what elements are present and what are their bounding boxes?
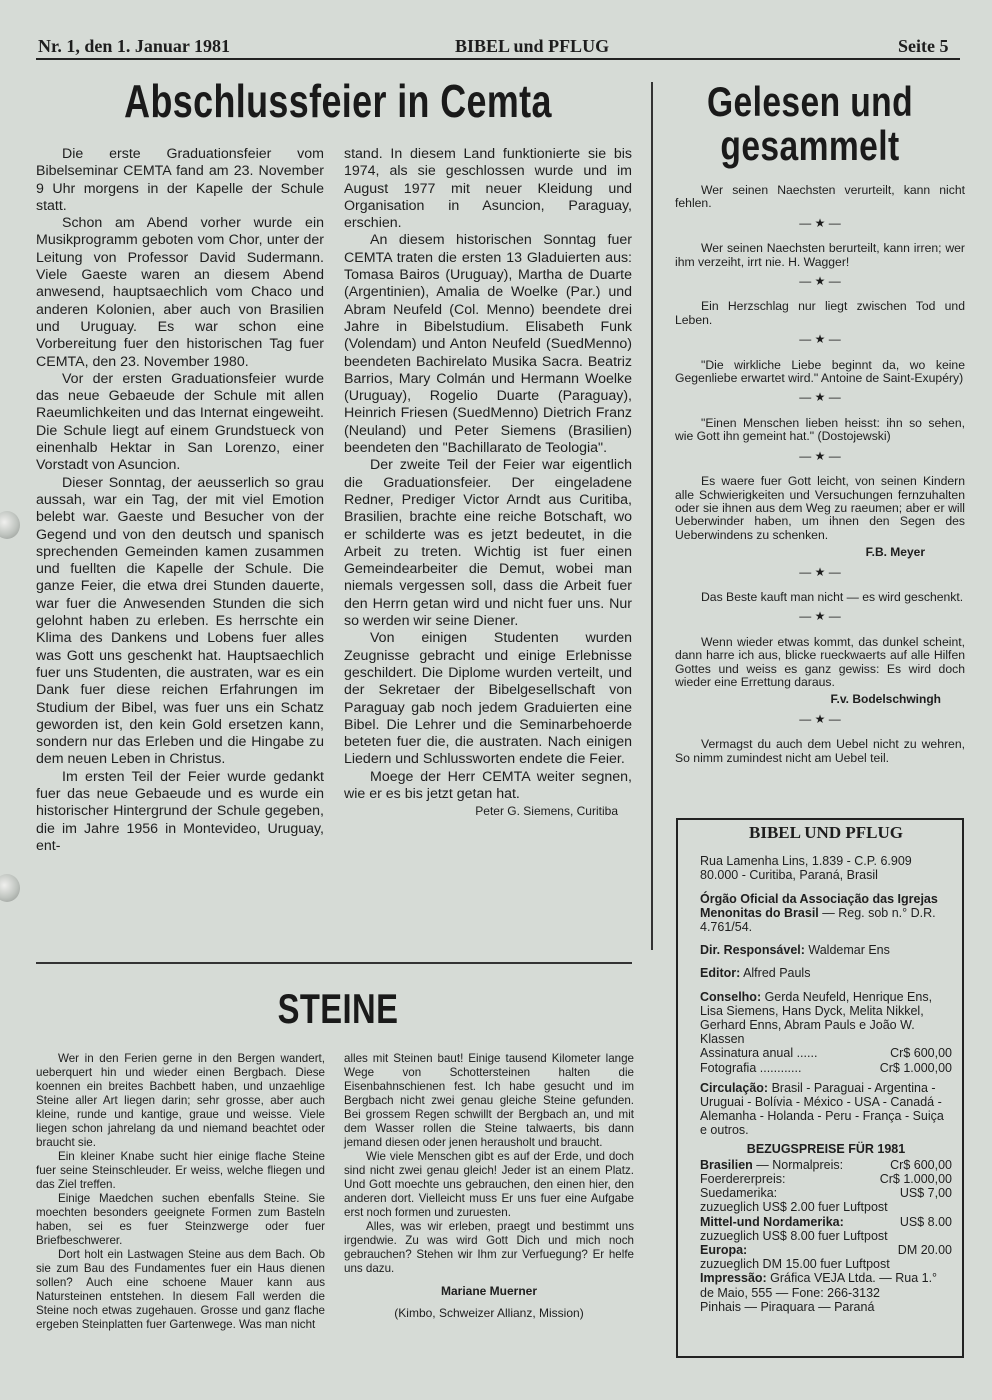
steine-source: (Kimbo, Schweizer Allianz, Mission) — [394, 1306, 584, 1320]
steine-column-2 — [344, 1052, 634, 1320]
cemta-column-1 — [36, 146, 324, 855]
price-label: Assinatura anual ...... — [700, 1046, 818, 1061]
printer-address: Gráfica VEJA Ltda. — Rua 1.° de Maio, 555 — Fone: 266-3132 — [700, 1271, 938, 1300]
star-separator: — ★ — — [799, 564, 841, 579]
quote-text: Wenn wieder etwas kommt, das dunkel scheint, dann harre ich aus, blicke rueckwaerts auf alle Hilfen Gottes und weiss es ganz gewiss: Es wird doch wieder eine Errettung daraus. — [675, 634, 965, 689]
masthead-circulation — [700, 1081, 952, 1138]
cemta-paragraph: Von einigen Studenten wurden Zeugnisse gebracht und einige Erlebnisse geschildert. Die Diplome wurden verteilt, und der Sekretaer der Bibelgesellschaft von Paraguay gab noch jedem Graduierten eine Bibel. Die Lehrer und die Seminarbehoerde beteten fuer die, die austraten. Nach einigen Liedern und Schlussworten endete die Feier. — [344, 630, 632, 768]
steine-paragraph: alles mit Steinen baut! Einige tausend Kilometer lange Wege von Schottersteinen halten die Eisenbahnschienen fest. Ich habe gesucht und im Bergbach nicht zwei genau gleiche Steine gefunden. Bei grossem Regen schwillt der Bergbach an, und mit dem Wasser rollen die Steine talwaerts, bis dann jemand diesen oder jenen herausholt und braucht. — [344, 1052, 634, 1149]
price-row — [700, 1186, 952, 1200]
cemta-title: Abschlussfeier in Cemta — [124, 75, 552, 127]
printer-label: Impressão: — [700, 1271, 767, 1286]
price-value: US$ 8.00 — [899, 1214, 952, 1229]
price-value: US$ 7,00 — [899, 1186, 952, 1201]
column-divider — [651, 82, 653, 950]
steine-paragraph: Einige Maedchen suchen ebenfalls Steine. Sie moechten besonders geeignete Formen zum Basteln haben, sei es fuer Steinzwerge oder fuer Briefbeschwerer. — [36, 1192, 325, 1247]
steine-paragraph: Wie viele Menschen gibt es auf der Erde, und doch sind nicht zwei genau gleich! Jeder ist an einem Platz. Und Gott moechte uns gebrauchen, den einen hier, den anderen dort. Vielleicht muss Er uns fuer eine Aufgabe erst noch formen und zuruesten. — [344, 1150, 634, 1219]
masthead-address: Rua Lamenha Lins, 1.839 - C.P. 6.909 — [700, 854, 912, 869]
price-region: Mittel-und Nordamerika: — [700, 1214, 844, 1229]
council-label: Conselho: — [700, 989, 762, 1004]
cemta-paragraph: Im ersten Teil der Feier wurde gedankt fuer das neue Gebaeude und es wurde ein historischer Hintergrund der Schule gegeben, die im Jahre 1956 in Montevideo, Uruguay, ent- — [36, 768, 324, 854]
quote-author: F.B. Meyer — [865, 545, 925, 560]
price-value: Cr$ 600,00 — [890, 1157, 952, 1172]
quote-author: F.v. Bodelschwingh — [830, 692, 941, 707]
star-separator: — ★ — — [799, 609, 841, 624]
cemta-paragraph: Die erste Graduationsfeier vom Bibelseminar CEMTA fand am 23. November 9 Uhr morgens in der Kapelle der Schule statt. — [36, 146, 324, 214]
quote-text: "Die wirkliche Liebe beginnt da, wo keine Gegenliebe erwartet wird." Antoine de Saint-Exupéry) — [675, 357, 965, 386]
cemta-paragraph: Moege der Herr CEMTA weiter segnen, wie er es bis jetzt getan hat. — [344, 768, 632, 802]
price-region: Brasilien — [700, 1157, 753, 1172]
quote-text: Ein Herzschlag nur liegt zwischen Tod und Leben. — [675, 299, 965, 327]
director-label: Dir. Responsável: — [700, 943, 805, 958]
steine-paragraph: Wer in den Ferien gerne in den Bergen wandert, ueberquert hin und wieder einen Bergbach. Diese koennen ein breites Bachbett haben, und unzaehlige Steine aller Art liegen darin; sehr grosse, aber auch kleine, runde und kantige, graue und weisse. Viele liegen schon jahrelang da und niemand beachtet oder braucht sie. — [36, 1052, 325, 1149]
steine-paragraph: Alles, was wir erleben, praegt und bestimmt uns irgendwie. Zu was wird Gott Dich und mich noch gebrauchen? Stehen wir Ihm zur Verfuegung? Er helfe uns dazu. — [344, 1220, 634, 1275]
price-label: Foerdererpreis: — [700, 1172, 786, 1187]
price-extra: zuzueglich US$ 8.00 fuer Luftpost — [700, 1228, 888, 1243]
price-row — [700, 1061, 952, 1075]
binder-hole — [0, 874, 20, 902]
price-row — [700, 1046, 952, 1060]
cemta-paragraph: Vor der ersten Graduationsfeier wurde das neue Gebaeude der Schule mit allen Raeumlichkeiten und das Internat eingeweiht. Die Schule liegt auf einem Grundstueck von einenhalb Hektar in San Lorenzo, einer Vorstadt von Asuncion. — [36, 370, 324, 474]
prices-title: BEZUGSPREISE FÜR 1981 — [746, 1141, 906, 1156]
price-value: Cr$ 1.000,00 — [879, 1060, 952, 1075]
council-members: Gerda Neufeld, Henrique Ens, Lisa Siemens, Hans Dyck, Melita Nikkel, Gerhard Enns, Abram Pauls e João W. Klassen — [700, 989, 933, 1047]
star-separator: — ★ — — [799, 332, 841, 347]
editor-name: Alfred Pauls — [740, 966, 811, 981]
price-value: Cr$ 1.000,00 — [879, 1172, 952, 1187]
masthead-editor — [700, 966, 952, 980]
steine-author: Mariane Muerner — [440, 1284, 538, 1298]
quote-text: Das Beste kauft man nicht — es wird geschenkt. — [701, 589, 964, 604]
masthead-organ-name: Órgão Oficial da Associação das Igrejas Menonitas do Brasil — [700, 891, 938, 920]
star-separator: — ★ — — [799, 274, 841, 289]
price-row — [700, 1172, 952, 1186]
printer-place: Pinhais — Piraquara — Paraná — [700, 1299, 875, 1314]
quote-text: Wer seinen Naechsten verurteilt, kann nicht fehlen. — [675, 183, 965, 211]
price-label: — Normalpreis: — [752, 1157, 844, 1172]
masthead-printer — [700, 1271, 952, 1299]
section-rule — [36, 962, 632, 964]
gesammelt-title-line: gesammelt — [720, 122, 900, 169]
paper-name: BIBEL und PFLUG — [455, 36, 610, 56]
editor-label: Editor: — [700, 966, 741, 981]
quote-text: Es waere fuer Gott leicht, von seinen Kindern alle Schwierigkeiten und Versuchungen fernzuhalten oder sie ihnen aus dem Weg zu raeumen; aber er will Ueberwinder haben, um ihnen den Segen des Ueberwindens zu schenken. — [675, 474, 965, 542]
binder-hole — [0, 511, 20, 539]
gesammelt-title-line: Gelesen und — [706, 78, 914, 125]
star-separator: — ★ — — [799, 215, 841, 230]
quote-text: Vermagst du auch dem Uebel nicht zu wehren, So nimm zumindest nicht am Uebel teil. — [675, 737, 965, 765]
cemta-signature: Peter G. Siemens, Curitiba — [475, 804, 618, 819]
masthead-organ — [700, 892, 952, 935]
steine-column-1 — [36, 1052, 325, 1332]
steine-paragraph: Ein kleiner Knabe sucht hier einige flache Steine fuer seine Steinschleuder. Er weiss, welche fliegen und das Ziel treffen. — [36, 1150, 325, 1191]
cemta-paragraph: stand. In diesem Land funktionierte sie bis 1974, als sie geschlossen wurde und im August 1977 mit neuer Kleidung und Organisation in Asuncion, Paraguay, erschien. — [344, 146, 632, 232]
price-region: Europa: — [700, 1243, 748, 1258]
circulation-countries: Brasil - Paraguai - Argentina - Uruguai - Bolívia - México - USA - Canadá - Alemanha - Holanda - Peru - França - Suiça e outros. — [700, 1080, 944, 1138]
cemta-paragraph: An diesem historischen Sonntag fuer CEMTA traten die ersten 13 Gladuierten aus: Tomasa Bairos (Uruguay), Martha de Duarte (Argentinien), Amalia de Woelke (Par.) und Abram Neufeld (Col. Menno) beendete drei Jahre in Bibelstudium. Elisabeth Funk (Volendam) und Anton Neufeld (SuedMenno) beendeten Bachirelato Musika Sacra. Beatriz Barrios, Mary Colmán und Hermann Woelke (Uruguay), Rogelio Duarte (Paraguay), Heinrich Friesen (SuedMenno) Dietrich Franz (Neuland) und Peter Siemens (Brasilien) beendeten den "Bachillarato de Teologia". — [344, 232, 632, 457]
cemta-paragraph: Dieser Sonntag, der aeusserlich so grau aussah, war ein Tag, der mit viel Emotion belebt war. Gaeste und Besucher von der Gegend und von den deutsch und spanisch sprechenden Gemeinden kamen zusammen und fuellten die Kapelle der Schule. Die ganze Feier, die etwa drei Stunden dauerte, war fuer die Anwesenden Stunden die sich gelohnt haben zu erleben. Es herrschte ein Klima des Dankens und Lobens fuer alles was Gott uns geschenkt hat. Hauptsaechlich fuer uns Studenten, die austraten, war es ein Dank fuer diese reichen Erfahrungen im Studium der Bibel, was fuer uns ein Schatz geworden ist, den kein Gold ersetzen kann, sondern nur das Erleben und die Hingabe zu dem neuen Leben in Christus. — [36, 474, 324, 768]
cemta-column-2 — [344, 146, 632, 821]
price-label: Fotografia ............ — [700, 1060, 802, 1075]
masthead-box — [676, 818, 964, 1358]
steine-paragraph: Dort holt ein Lastwagen Steine aus dem Bach. Ob sie zum Bau des Fundamentes fuer ein Haus dienen sollen? Auch eine schoene Mauer kann aus Natursteinen entstehen. In diesem Fall werden die Steine noch etwas zugehauen. Grosse und ganz flache ergeben Steinplatten fuer Gartenwege. Was man nicht — [36, 1248, 325, 1331]
masthead-registration: — Reg. sob n.° D.R. 4.761/54. — [700, 905, 936, 935]
steine-title: STEINE — [277, 985, 399, 1032]
price-value: Cr$ 600,00 — [890, 1046, 952, 1061]
price-extra: zuzueglich DM 15.00 fuer Luftpost — [700, 1257, 890, 1272]
price-row — [700, 1243, 952, 1257]
price-extra: zuzueglich US$ 2.00 fuer Luftpost — [700, 1200, 888, 1215]
cemta-paragraph: Schon am Abend vorher wurde ein Musikprogramm geboten vom Chor, unter der Leitung von Professor David Sudermann. Viele Gaeste waren an diesem Abend anwesend, hauptsaechlich vom Chaco und anderen Kolonien, aber auch von Brasilien und Uruguay. Es war schon eine Vorbereitung fuer den historischen Tag fuer CEMTA, den 23. November 1980. — [36, 215, 324, 370]
page-number: Seite 5 — [898, 36, 949, 56]
star-separator: — ★ — — [799, 448, 841, 463]
masthead-title: BIBEL UND PFLUG — [749, 823, 903, 842]
gesammelt-title — [688, 80, 931, 168]
price-row — [700, 1158, 952, 1172]
issue-date: Nr. 1, den 1. Januar 1981 — [38, 36, 231, 56]
circulation-label: Circulação: — [700, 1080, 769, 1095]
director-name: Waldemar Ens — [804, 943, 890, 958]
price-label: Suedamerika: — [700, 1186, 778, 1201]
quote-text: Wer seinen Naechsten berurteilt, kann irren; wer ihm verzeiht, irrt nie. H. Wagger! — [675, 241, 965, 269]
header-rule — [36, 58, 960, 60]
gesammelt-list — [675, 184, 965, 765]
masthead-address: 80.000 - Curitiba, Paraná, Brasil — [700, 868, 878, 883]
quote-text: "Einen Menschen lieben heisst: ihn so sehen, wie Gott ihn gemeint hat." (Dostojewski) — [675, 415, 965, 444]
masthead-director — [700, 943, 952, 957]
star-separator: — ★ — — [799, 390, 841, 405]
cemta-paragraph: Der zweite Teil der Feier war eigentlich die Graduationsfeier. Der eingeladene Redner, Prediger Victor Arndt aus Curitiba, Brasilien, brachte eine reiche Botschaft, wo er schilderte was es jetzt bedeutet, in die Arbeit zu treten. Wichtig ist fuer einen Gemeindearbeiter die Demut, wobei man niemals vergessen soll, dass die Arbeit fuer den Herrn getan wird und nicht fuer uns. Nur so werden wir seine Diener. — [344, 457, 632, 630]
star-separator: — ★ — — [799, 711, 841, 726]
masthead-council — [700, 990, 952, 1047]
price-value: DM 20.00 — [897, 1243, 952, 1258]
price-row — [700, 1215, 952, 1229]
